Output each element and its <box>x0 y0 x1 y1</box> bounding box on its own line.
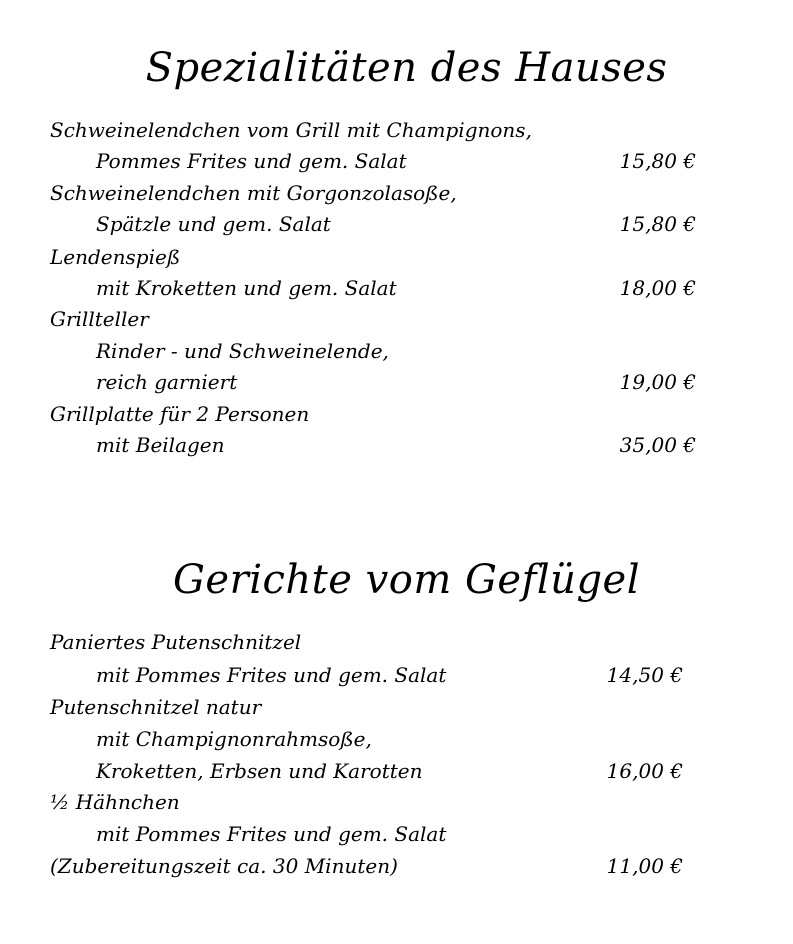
section-title-specialties: Spezialitäten des Hauses <box>145 45 668 91</box>
dish-price: 15,80 € <box>619 212 696 236</box>
dish-name: Paniertes Putenschnitzel <box>50 630 302 654</box>
dish-name: Putenschnitzel natur <box>50 695 262 719</box>
dish-price: 35,00 € <box>619 433 696 457</box>
dish-note: (Zubereitungszeit ca. 30 Minuten) <box>50 854 398 878</box>
dish-price: 14,50 € <box>606 663 683 687</box>
dish-price: 11,00 € <box>606 854 683 878</box>
dish-name: Schweinelendchen vom Grill mit Champignons, <box>50 118 532 142</box>
dish-description: Rinder - und Schweinelende, <box>96 339 389 363</box>
dish-description: mit Pommes Frites und gem. Salat <box>96 822 447 846</box>
dish-description: mit Pommes Frites und gem. Salat <box>96 663 447 687</box>
dish-price: 18,00 € <box>619 276 696 300</box>
dish-price: 15,80 € <box>619 149 696 173</box>
dish-description: mit Beilagen <box>96 433 225 457</box>
dish-description: mit Champignonrahmsoße, <box>96 727 372 751</box>
dish-description: reich garniert <box>96 370 238 394</box>
dish-description: Kroketten, Erbsen und Karotten <box>96 759 423 783</box>
dish-price: 19,00 € <box>619 370 696 394</box>
dish-name: ½ Hähnchen <box>50 790 180 814</box>
dish-description: Spätzle und gem. Salat <box>96 212 331 236</box>
dish-price: 16,00 € <box>606 759 683 783</box>
dish-name: Lendenspieß <box>50 245 181 269</box>
dish-description: mit Kroketten und gem. Salat <box>96 276 397 300</box>
dish-name: Schweinelendchen mit Gorgonzolasoße, <box>50 181 457 205</box>
section-title-poultry: Gerichte vom Geflügel <box>172 557 641 603</box>
dish-name: Grillteller <box>50 307 149 331</box>
dish-name: Grillplatte für 2 Personen <box>50 402 310 426</box>
dish-description: Pommes Frites und gem. Salat <box>96 149 407 173</box>
